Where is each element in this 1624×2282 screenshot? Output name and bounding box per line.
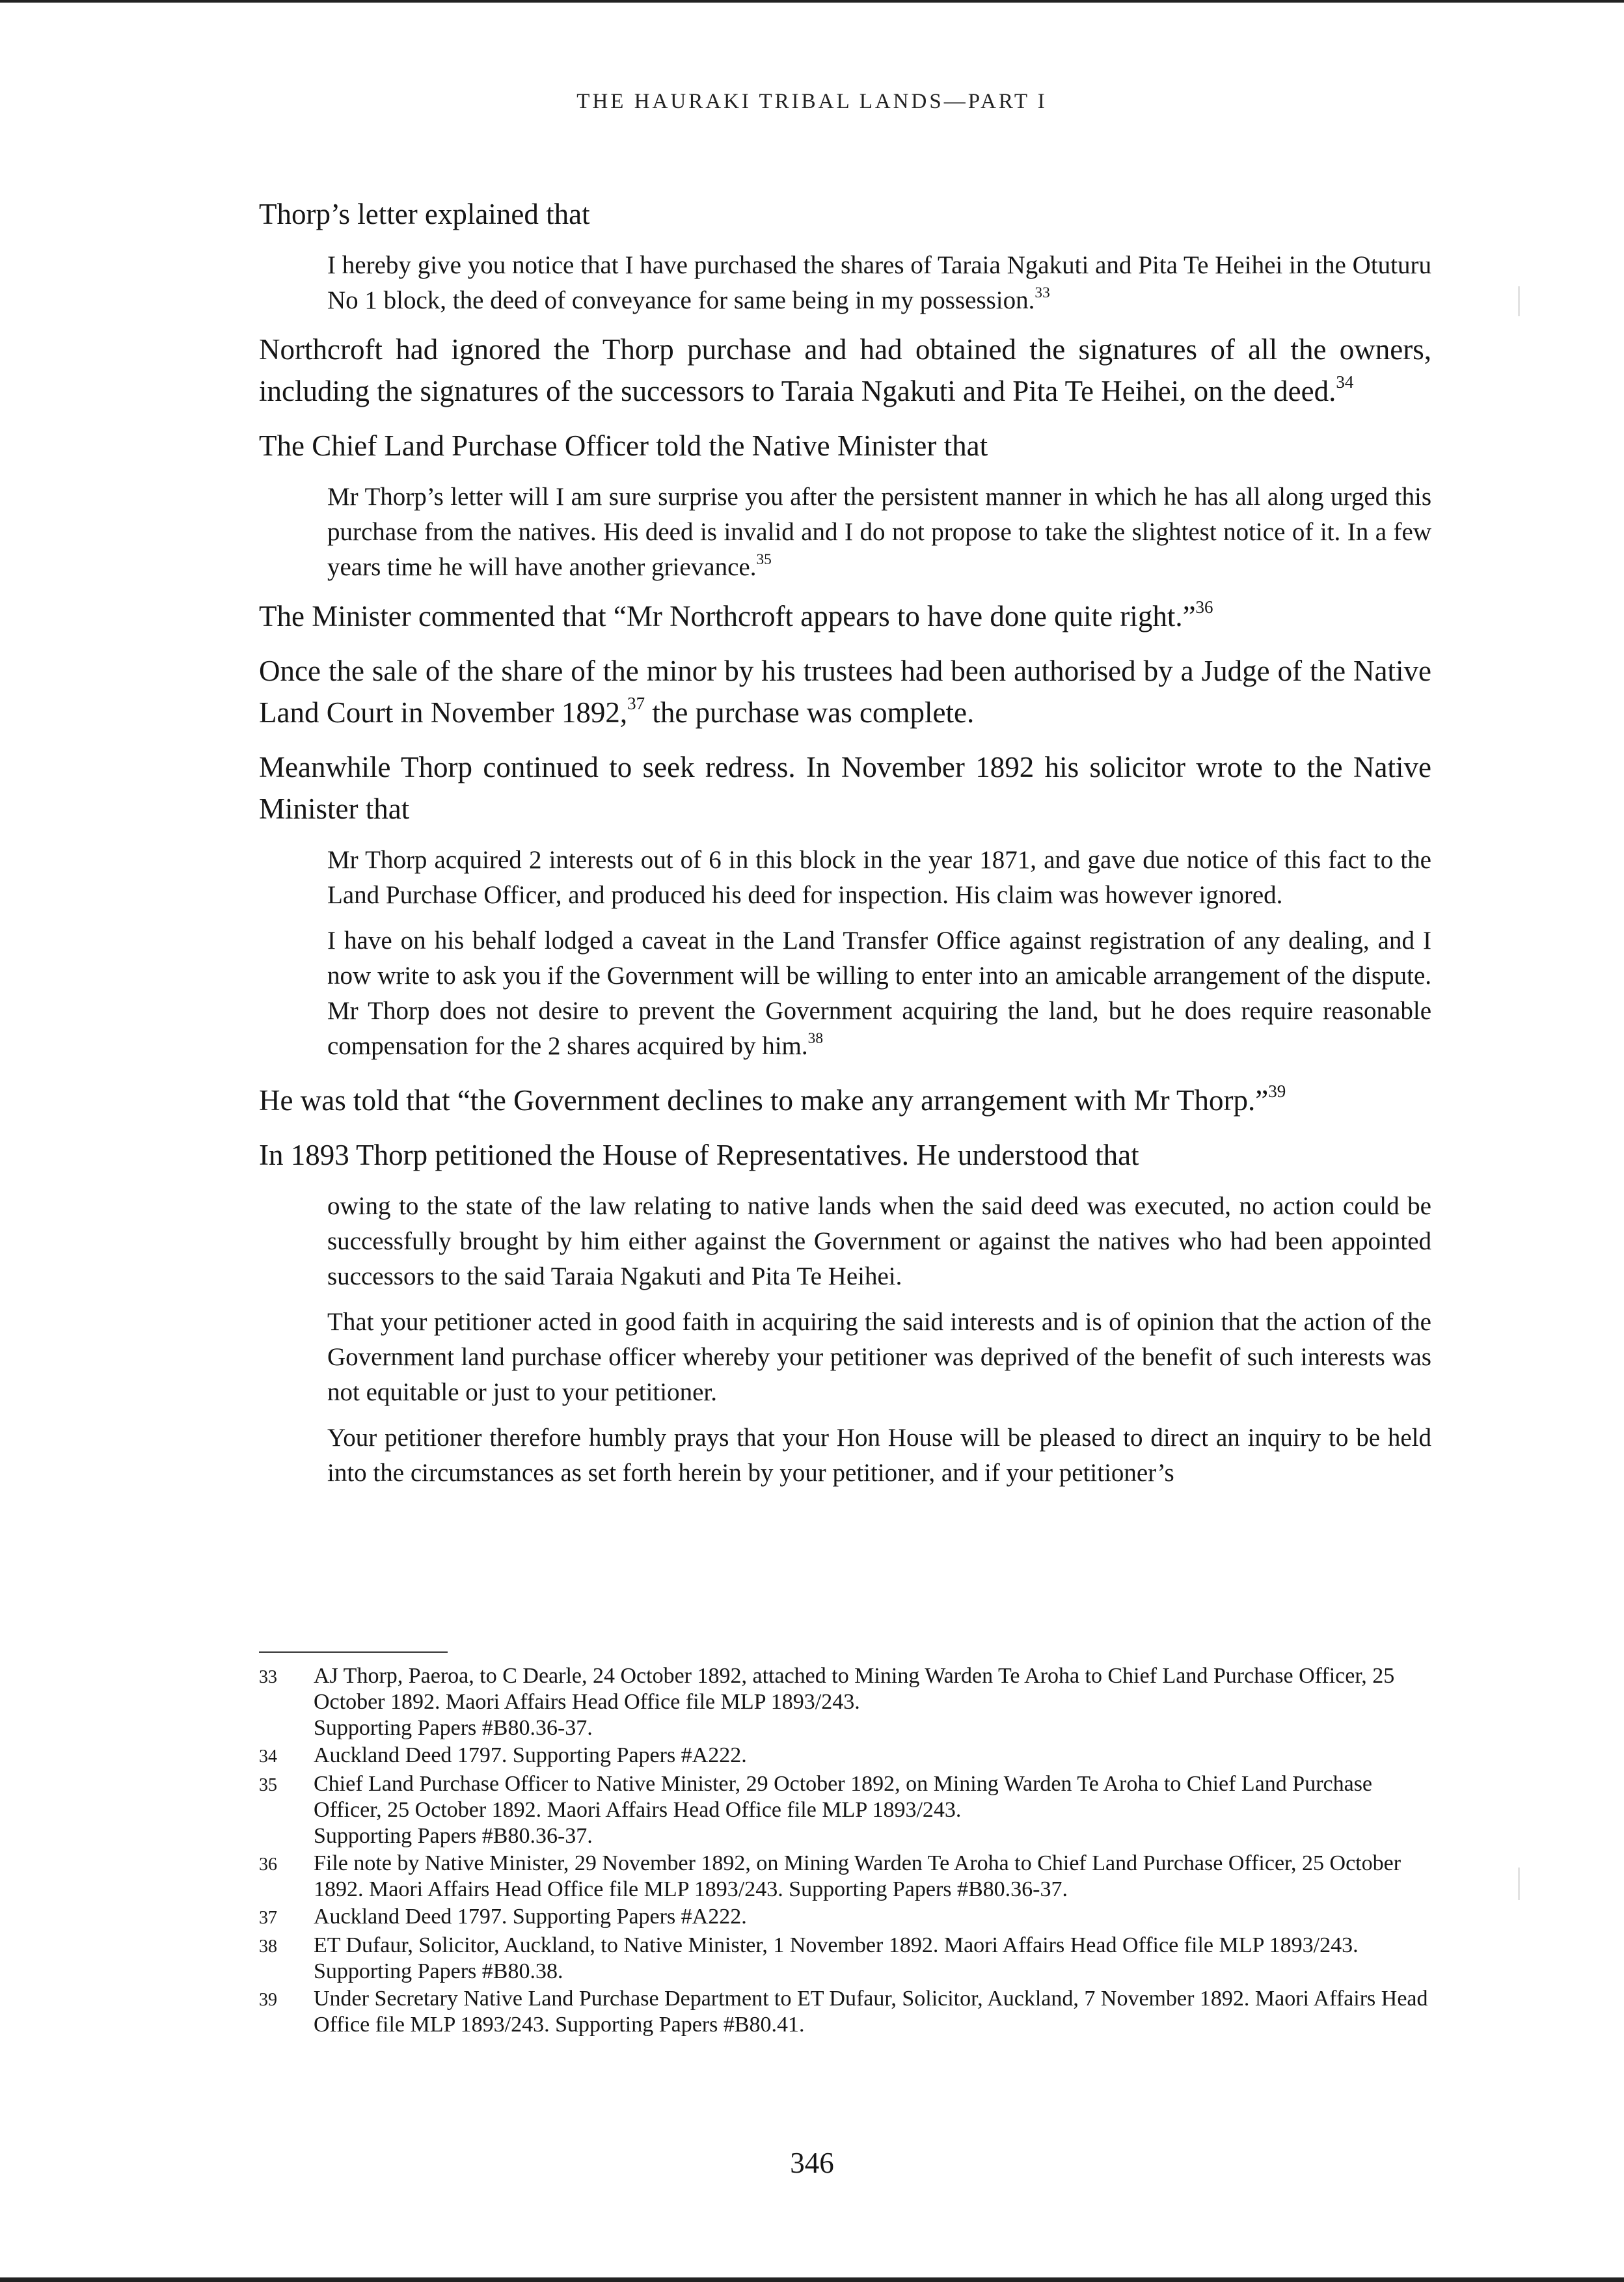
block-quote: owing to the state of the law relating to native lands when the said deed was executed, no action could be successfully brought by him either against the Government or against the natives who had been appointed successors to the said Taraia Ngakuti and Pita Te Heihei. bbox=[327, 1192, 1431, 1290]
bottom-border bbox=[0, 2277, 1624, 2282]
footnote-number: 39 bbox=[259, 1990, 277, 2010]
footnote-ref: 37 bbox=[627, 693, 645, 713]
footnote-34: 34 Auckland Deed 1797. Supporting Papers #A222. bbox=[259, 1743, 1431, 1770]
paragraph: The Minister commented that “Mr Northcroft appears to have done quite right.”$^{36}$ bbox=[259, 597, 1213, 632]
block-quote: I have on his behalf lodged a caveat in the Land Transfer Office against registration of any dealing, and I now write to ask you if the Government will be willing to enter into an amicable arrangement of the dispute. Mr Thorp does not desire to prevent the Government acquiring the land, but he does require reasonable compensation for the 2 shares acquired by him.$^{38}$ bbox=[327, 927, 1431, 1060]
footnote-39: 39 Under Secretary Native Land Purchase Department to ET Dufaur, Solicitor, Auckland, 7 November 1892. Maori Affairs Head Office file MLP 1893/243. Supporting Papers #B80.41. bbox=[259, 1987, 1428, 2037]
page-number: 346 bbox=[790, 2147, 834, 2179]
scan-mark bbox=[1518, 1868, 1520, 1900]
footnote-37: 37 Auckland Deed 1797. Supporting Papers #A222. bbox=[259, 1904, 1431, 1931]
footnote-ref: 35 bbox=[756, 550, 772, 568]
footnotes bbox=[259, 1663, 1431, 2039]
block-quote: Mr Thorp acquired 2 interests out of 6 in this block in the year 1871, and gave due notice of this fact to the Land Purchase Officer, and produced his deed for inspection. His claim was however ignored. bbox=[327, 846, 1431, 909]
block-quote: Your petitioner therefore humbly prays that your Hon House will be pleased to direct an inquiry to be held into the circumstances as set forth herein by your petitioner, and if your petitioner’s bbox=[327, 1424, 1431, 1487]
block-quote: I hereby give you notice that I have purchased the shares of Taraia Ngakuti and Pita Te Heihei in the Otuturu No 1 block, the deed of conveyance for same being in my possession.$^{33}$ bbox=[327, 251, 1431, 314]
main-text bbox=[259, 193, 1431, 1501]
top-border bbox=[0, 0, 1624, 3]
paragraph: He was told that “the Government declines to make any arrangement with Mr Thorp.”$^{39}$ bbox=[259, 1081, 1286, 1117]
paragraph: In 1893 Thorp petitioned the House of Representatives. He understood that bbox=[259, 1139, 1139, 1171]
footnote-number: 37 bbox=[259, 1908, 277, 1928]
footnote-number: 36 bbox=[259, 1854, 277, 1875]
footnote-36: 36 File note by Native Minister, 29 November 1892, on Mining Warden Te Aroha to Chief Land Purchase Officer, 25 October 1892. Maori Affairs Head Office file MLP 1893/243. Supporting Papers #B80.36-37. bbox=[259, 1851, 1401, 1901]
footnote-ref: 33 bbox=[1035, 284, 1050, 301]
footnote-rule bbox=[259, 1651, 448, 1653]
running-header: THE HAURAKI TRIBAL LANDS—PART I bbox=[576, 90, 1048, 113]
paragraph: Northcroft had ignored the Thorp purchase and had obtained the signatures of all the owners, including the signatures of the successors to Taraia Ngakuti and Pita Te Heihei, on the deed.$^{34}$ bbox=[259, 333, 1431, 407]
paragraph: Thorp’s letter explained that bbox=[259, 198, 590, 230]
footnote-38: 38 ET Dufaur, Solicitor, Auckland, to Native Minister, 1 November 1892. Maori Affairs Head Office file MLP 1893/243. Supporting Papers #B80.38. bbox=[259, 1933, 1359, 1983]
footnote-ref: 39 bbox=[1268, 1081, 1286, 1101]
footnote-ref: 38 bbox=[807, 1029, 824, 1047]
footnote-ref: 34 bbox=[1336, 372, 1354, 392]
footnote-number: 34 bbox=[259, 1746, 277, 1767]
footnote-number: 35 bbox=[259, 1775, 277, 1795]
footnote-number: 33 bbox=[259, 1667, 277, 1687]
footnote-33: 33 AJ Thorp, Paeroa, to C Dearle, 24 October 1892, attached to Mining Warden Te Aroha to Chief Land Purchase Officer, 25 October 1892. Maori Affairs Head Office file MLP 1893/243. Supporting Papers #B80.36-37. bbox=[259, 1664, 1395, 1740]
block-quote: That your petitioner acted in good faith in acquiring the said interests and is of opinion that the action of the Government land purchase officer whereby your petitioner was deprived of the benefit of such interests was not equitable or just to your petitioner. bbox=[327, 1308, 1431, 1406]
footnote-35: 35 Chief Land Purchase Officer to Native Minister, 29 October 1892, on Mining Warden Te Aroha to Chief Land Purchase Officer, 25 October 1892. Maori Affairs Head Office file MLP 1893/243. Supporting Papers #B80.36-37. bbox=[259, 1772, 1373, 1848]
paragraph: The Chief Land Purchase Officer told the Native Minister that bbox=[259, 429, 988, 462]
footnote-ref: 36 bbox=[1195, 597, 1213, 617]
paragraph: Once the sale of the share of the minor by his trustees had been authorised by a Judge of the Native Land Court in November 1892,37 the purchase was complete. bbox=[259, 655, 1431, 729]
footnote-number: 38 bbox=[259, 1936, 277, 1957]
scan-mark bbox=[1518, 286, 1520, 316]
paragraph: Meanwhile Thorp continued to seek redress. In November 1892 his solicitor wrote to the Native Minister that bbox=[259, 751, 1431, 825]
block-quote: Mr Thorp’s letter will I am sure surprise you after the persistent manner in which he has all along urged this purchase from the natives. His deed is invalid and I do not propose to take the slightest notice of it. In a few years time he will have another grievance.$^{35}$ bbox=[327, 483, 1431, 581]
